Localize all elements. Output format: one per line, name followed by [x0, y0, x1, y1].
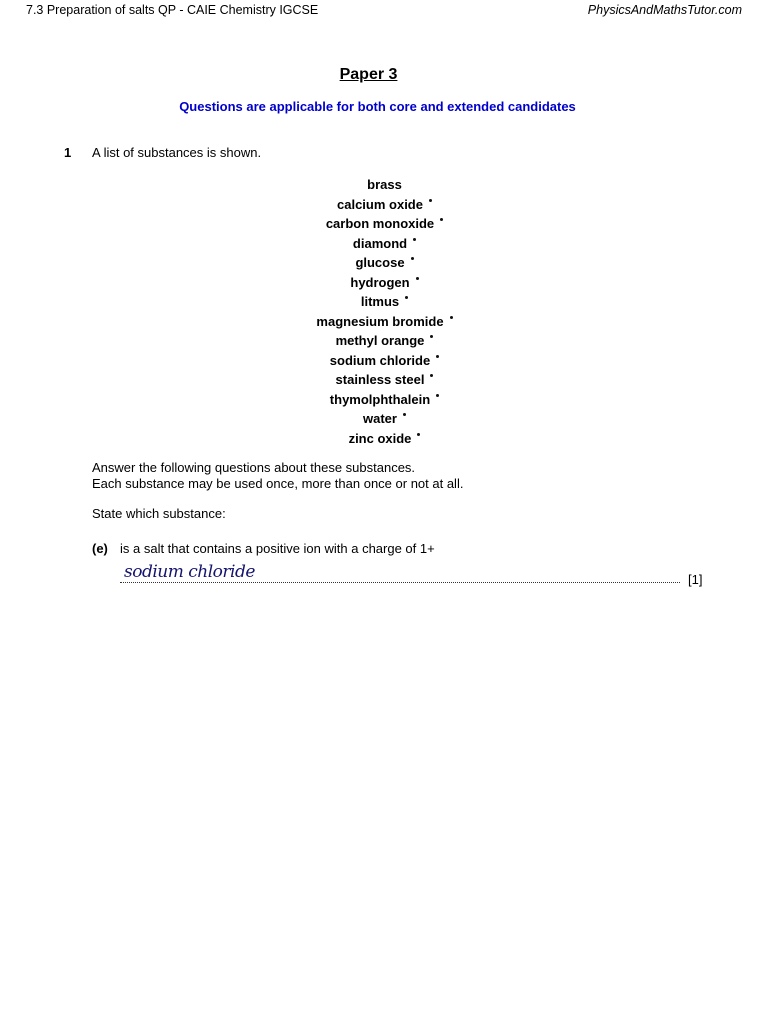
substance-label: water [363, 411, 397, 426]
substance-item [0, 331, 768, 351]
pen-dot-mark [450, 316, 453, 319]
part-label: (e) [92, 541, 108, 556]
header-title: 7.3 Preparation of salts QP - CAIE Chemistry IGCSE [26, 3, 319, 17]
substance-item [0, 234, 768, 254]
substance-item [0, 370, 768, 390]
pen-dot-mark [413, 238, 416, 241]
answer-line[interactable] [120, 582, 680, 583]
substance-label: stainless steel [335, 372, 425, 387]
instruction-line: Each substance may be used once, more than once or not at all. [92, 476, 464, 491]
part-question-text: is a salt that contains a positive ion with a charge of 1+ [120, 541, 435, 556]
instruction-line: Answer the following questions about these substances. [92, 460, 416, 475]
substance-label: thymolphthalein [329, 391, 431, 407]
pen-dot-mark [411, 257, 414, 260]
substance-item [0, 312, 768, 332]
substance-item [0, 195, 768, 215]
substance-label: carbon monoxide [325, 216, 435, 231]
substance-item [0, 214, 768, 234]
substance-list [0, 175, 768, 448]
substance-label: hydrogen [350, 274, 410, 290]
pen-dot-mark [440, 218, 443, 221]
pen-dot-mark [430, 374, 433, 377]
substance-label: brass [367, 177, 402, 192]
pen-dot-mark [430, 335, 433, 338]
handwritten-answer: sodium chloride [124, 562, 255, 582]
substance-item [0, 351, 768, 371]
pen-dot-mark [416, 277, 419, 280]
substance-label: sodium chloride [329, 352, 431, 368]
question-intro: A list of substances is shown. [92, 145, 262, 160]
substance-label: methyl orange [335, 333, 425, 348]
substance-label: calcium oxide [337, 196, 423, 212]
substance-label: zinc oxide [348, 430, 412, 446]
substance-label: glucose [355, 255, 405, 270]
pen-dot-mark [429, 199, 432, 202]
header-source: PhysicsAndMathsTutor.com [587, 3, 742, 17]
substance-label: magnesium bromide [316, 313, 444, 329]
substance-label: diamond [352, 235, 408, 251]
substance-item [0, 253, 768, 273]
substance-label: litmus [360, 294, 400, 309]
pen-dot-mark [436, 355, 439, 358]
pen-dot-mark [436, 394, 439, 397]
substance-item [0, 429, 768, 449]
substance-item [0, 175, 768, 195]
substance-item [0, 409, 768, 429]
question-number: 1 [64, 145, 72, 160]
substance-item [0, 273, 768, 293]
paper-subtitle: Questions are applicable for both core and extended candidates [179, 99, 576, 114]
pen-dot-mark [417, 433, 420, 436]
substance-item [0, 390, 768, 410]
marks-label: [1] [688, 572, 703, 587]
instructions [92, 460, 463, 492]
paper-title: Paper 3 [339, 66, 398, 83]
pen-dot-mark [403, 413, 406, 416]
pen-dot-mark [405, 296, 408, 299]
substance-item [0, 292, 768, 312]
state-which-prompt: State which substance: [92, 506, 226, 521]
